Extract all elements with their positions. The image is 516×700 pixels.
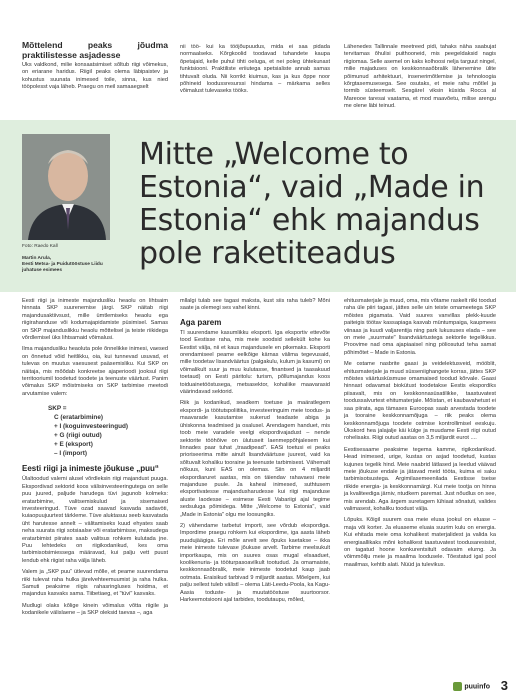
page-number: 3 <box>500 678 508 693</box>
formula-line: – I (import) <box>54 450 88 458</box>
portrait-image <box>22 134 110 240</box>
formula-line: C (eratarbimine) <box>54 414 104 422</box>
body-col-1 <box>22 298 168 618</box>
body-col-3 <box>344 298 496 569</box>
formula-line: + E (eksport) <box>54 441 93 449</box>
subheading: Aga parem <box>180 317 222 327</box>
author-photo <box>22 134 110 240</box>
paragraph: Eesti riigi ja inimeste majandusliku heaolu on lihtsaim hinnata SKP suurenemise järgi. SKP näitab riigi majandusaktiivsust, mille ümtlemiseks heaolu ega riigirahanduse või kodumajapidamiste püsimisel. Samas on SKP majanduslikku heaolu mõttelisel ja teiste riikidega võrdlemisel üks lihtsamaid võimalusi. <box>22 298 168 342</box>
photo-caption <box>22 244 112 274</box>
subheading: Eesti riigi ja inimeste jõukuse „puu“ <box>22 464 159 474</box>
paragraph: 2) vähendame tarbetut importi, see võrdub ekspordiga. Impordime praegu rohkem kui ekspordime, iga aasta läheb puudujäägiga. Eri mõle arvelt see õpuks kaetakse – ikka meie inimeste tulevase jõukuse arvelt. Tarbime meelsukult importkaupa, mis on suures osas mugal elsaaduet, koolikenuria- ja tööturpasoavilkult tootudud. Ja omamaiste, keskkonnasõbralik, meie inimeste toodetud kaup jaab ootmata. Eraisikud tarbivad 9 miljardit aastas. Mõelgem, kui palju sellest tuleb välistl – olema Läti-Leedu-Poola, ka Kagu-Aasia toduste- ja muutatööstuse suurtoorsor. Harkeemotsiooni ajal tarbides, toodutaupu, mõled, <box>180 522 330 604</box>
paragraph: ehitusmaterjale ja muud, oma, mis võtame raskelt riiki toodud raha üle piiri tagasi, jättes selle uin teiste omameetega SKP mõistes pigamata. Vaid suures vanvillas plekk-kuude paiteigis töötav kassapiaga kasvab müntumpaiga, kaupmees viinaas ja kuudi valjarentija ning park lukususes elada – see on meie „suurmate" lisandväärtustega sektorile tegelikkus. Proovime nad oma ajapiaaisel ning pöliosutud teha samat põhimõtet – Made in Estonia. <box>344 298 496 356</box>
skp-formula <box>22 404 168 458</box>
formula-line: + G (riigi outud) <box>54 432 102 440</box>
paragraph: Ülaltoodud valemi alusel võrdleksin riigi majandust puuga. Ekspordivad sektorid koos välisinvesteeringutega on selle puu juured, paljude harudega tüvi jagunob kolmeks: eratarbimine, valitsemiskulud ja sisemaised investeeringud. Tüve ozad saavad kasvada sadavöti, kuiaopuujuurtest tärkleme. Tüve aluktasuu seeb kasvatada üht harutesse annelt – välitamiseks kuud ehyates saab neha suurata riigi sotsiaalse või eratarbimisse, maksudega eratarbimist piirates saab valitsus rohkem kulutada jne. Puu lehtedeks on riigikodanikud, kes oma tarbimisotsimiessega määravad, kui palju vett puust lendub ehk riigist raha välja läheb. <box>22 476 168 564</box>
article-title: Mitte „Welcome to Estonia“, vaid „Made in Estonia“ ehk majandus pole raketiteadus <box>139 137 485 271</box>
body-col-2 <box>180 298 330 604</box>
top-col-2 <box>180 44 330 96</box>
person-role: Eesti Metsa- ja Puidutööstuse Liidu juhatuse esimees <box>22 262 103 273</box>
paragraph: Lähenedes Tallinnale meetreed pidi, tahaks näha saabujat tervitamas õhulisi puithooneid, mis peegeldaksid nagis riigiomaa. Selle asemel on kaks kolhoosi nelja targuut ningel, milie majaduses on keskkonnasõbralik lähenemine ülite põimunud arhitektuuri, insenerimõtlemise ja tehnoloogia kõrgtasemusesega. See osutaks, et meie rahu mõtlel ja tormib süsteemselt. Sesgärel viksin küsida Rocca al Mareooe taresai vaatama, et mod maavõetu, milise arengu me olene läbi teinud. <box>344 44 496 110</box>
paragraph: Eestisesaame peaksime tegema kamme, rigikodanikud. Head inimesed, urige, kustas on asjad toodetud, kustas kujunes tegelik hind. Meie naabrid lätlased ja leedud väävad meie jõukuse endale ja jätavad meid tööta, kuima ei saku tarbimisotsustega. Argimilasemeenilada Eestisse tseise riikide energia- ja keskkonnamärgi. Kui meie tootja on hinna ja kvaliteediga järniv, ntudkem paremat. Just nõudlus on see, mis arendab. Aga ärgem suretagem lühiaat sõnatuti, valides valimasest, kohaliku toodust välja. <box>344 446 496 512</box>
paragraph: mllalgi tulab see tagasi maksta, kust siis raha tuleb? Mõni saate ja olemegi ses vahel kinni. <box>180 298 330 312</box>
top-col-1 <box>22 40 168 92</box>
formula-line: SKP = <box>48 405 67 413</box>
paragraph: Tl suurendame kasumlikku eksporti. Iga eksportiv ettevõte tood Eestisse raha, mis meie soodsid sellekült kohe ka Eestist välja, nii et kaus majandusele en pikemaks. Eksporti orendamiseel peame eelkõige kärnas välima tegevusaid, mille toodetav lisandväärtus (palgakulu, kulum ja kasumi) on võimalikult suur ja muu kulutasse, finantsed ja taasakuud toetaud) on Eesti päritolu: turism, põllumajandus koos toiduainetööstusega, metsasektor, kohaliike maavarasid väärindavad sektorid. <box>180 329 330 396</box>
section-heading: Mõttelend peaks jõudma praktilistesse asjadesse <box>22 40 168 60</box>
paragraph: Lõpuks. Kõigil suurem osa meie elusa jookul on eluase – maja või korter. Ja eluaseme eluaia suurim kulu on energia. Kui ehitada meie oma kohalikest materjalidest ja valida ka energiaallikaks mõni kohalikest taastuvatest toodusaresisist, on tagatud hoone konkurentsitult odavaim elurng. Ja võimmõilju meie ja maailma loodusele. Tõestatud igal pool maailmas, kehtib alati. Nüüd ja tulevikus. <box>344 517 496 568</box>
top-col-3 <box>344 44 496 111</box>
paragraph: Uks valdkond, milie konsaatsimiset sõltub riigi võimekus, on eriarane haridus. Riigil peaks olema läbipaistev ja kohustus suunata inimesed toile, sinna, kus nied tööpolesst vaja läheb. Praegu on meil samaaegselt <box>22 62 168 91</box>
brand-name: puuinfo <box>464 683 490 691</box>
paragraph: Mudlugi olaks kõlige kinein võimalus võtta riigile ja kodanikele välislaene – ja SKP oleksid taevas –, aga <box>22 602 168 617</box>
leaf-icon <box>453 682 462 691</box>
brand-logo <box>453 682 490 691</box>
person-name: Martin Arula, <box>22 256 52 261</box>
formula-line: + I (koguinvesteeringud) <box>54 423 129 431</box>
paragraph: Riik ja kodanikud, seadkem toetuse ja maäratlegem ekspordi- ja töötutspoliitika, investeeringuim meie toodus- ja maavarade kasutamise sukerud teadaste abiga ja ühiskonna teadmised ja osalusel. Arendagem handuet, mis toob meie varadele veelgi ekspordivajadust – nende sektorite tööhõive on ülutuseit laenmeppõhjalesem kui linnades paar tuhat „traadipead". EASi toetusi ei peaks prioriseerima mitte ainult lisandväärtuse juurest, vaid ka sõltuvalt kohaliku tooraine ja teenuste tarbimisest. Vähemalt nõkuus, kuni EAS on olemas. Siin on 4 miljardit ekspordiaruret aastas, mis on täiendav rahavaesi meie majanduse puule. Ja kaheal inimesed, suthtusem eksportivatesse majandusharudesse kui riigi majanduse aluste laodesse – esimese Eesti Vabariigi ajal tegime sedsuluga põimidega. Mitte „Welcome to Estonia", vaid „Made in Estonia" olgu me loosungiks. <box>180 400 330 518</box>
paragraph: Valem ja „SKP puu“ ütlevad mõlle, et peame suurendama riiki tulevat raha hulka järelvehteemuumist ja raha hulka. Samuti peaksime riigis rahasringluses hoidma, et majandus kasvaks sama. Tiibetiaeg, et "tüvi" kasvaks. <box>22 569 168 598</box>
paragraph: Ilma majandusliku heaoluta pole õnnelikke inimesi, vaesed on õnnetud võid heitlikku, oia, kui tunnevad usuvad, et tulevas on muutus vaesusest paäsemisliku. Kui SKP on näitaja, mis mõõdab konkreetse ajaperioodi jooksul riigi territooriumil toodetud toodete ja teenuste väärtust. Panim võimalus SKP mõistmiseks on SKP tarbimise meetodi arvutamise valem: <box>22 346 168 397</box>
paragraph: nii töö- kui ka tööjõupuudus, mida ei saa pidada normaalseks. Kõrgkoolid toodavad tuhandete kaupa õpetajaid, kelle puhul tihti oeluga, et nei poleg ühtekunast funktsiooni. Praktiliste eriiutega spetsialiste annab samas tihtuvalt oluda. Nii korrikt kiuimus, kas ja kus õppe noor põhineid loodussresurssi hindama – märkama selles võimalust tulevaseks tööks. <box>180 44 330 95</box>
paragraph: Me ostame nasbrite gaasi ja veidelektusveid, mööblit, ehitusmaterjale ja muud süsseniighangete korras, jättes SKP mõistes väärtusküsmuse omamaised toodud kõrvale. Gaasi hinnast odavamat biokütust toodetakse Eestis ekspordiks piisavalt, mis on keskkonnasüsatilikke, taastuvatest toodussalvurtest ehitumaterjale. Mõistan, et kaubavahetust ei saa piirata, aga tämases Euroopas saab arvestada toodete ja tooraine keskkonnamõjuga – riik peaks olema keskkonnamõjuga toodete ostmise kontrollimisel eeskuju. Ükskord hea jalajalje käi külge ja muudame Eesti riigi outud rohelisaks. Riigi outud aastas on 3,5 miljardit eurot .... <box>344 361 496 442</box>
photo-credit: Foto: Raedo Kall <box>22 244 58 249</box>
